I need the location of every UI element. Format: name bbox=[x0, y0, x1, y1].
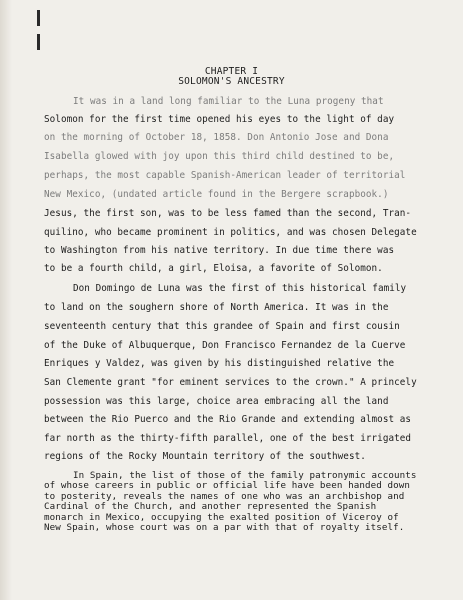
chapter-title: SOLOMON'S ANCESTRY bbox=[178, 76, 285, 87]
paragraph-line: It was in a land long familiar to the Luna progeny that bbox=[73, 96, 384, 107]
page-fold-shadow bbox=[0, 0, 12, 600]
paragraph-line: Don Domingo de Luna was the first of this historical family bbox=[73, 283, 407, 294]
paragraph-line: In Spain, the list of those of the family patronymic accounts bbox=[73, 470, 417, 481]
paragraph-line: regions of the Rocky Mountain territory of the southwest. bbox=[44, 451, 366, 462]
paragraph-line: perhaps, the most capable Spanish-American leader of territorial bbox=[44, 170, 406, 181]
paragraph-line: to land on the soughern shore of North America. It was in the bbox=[44, 302, 389, 313]
paragraph-line: New Mexico, (undated article found in the Bergere scrapbook.) bbox=[44, 189, 389, 200]
paragraph-line: Cardinal of the Church, and another represented the Spanish bbox=[44, 501, 377, 512]
binding-mark bbox=[37, 10, 40, 26]
paragraph-line: to posterity, reveals the names of one who was an archbishop and bbox=[44, 491, 405, 502]
paragraph-line: of whose careers in public or official life have been handed down bbox=[44, 480, 411, 491]
binding-mark bbox=[37, 34, 40, 50]
paragraph-line: Solomon for the first time opened his eyes to the light of day bbox=[44, 114, 395, 125]
paragraph-line: of the Duke of Albuquerque, Don Francisco Fernandez de la Cuerve bbox=[44, 340, 406, 351]
paragraph-line: far north as the thirty-fifth parallel, one of the best irrigated bbox=[44, 433, 412, 444]
paragraph-line: monarch in Mexico, occupying the exalted position of Viceroy of bbox=[44, 512, 399, 523]
paragraph-line: New Spain, whose court was on a par with that of royalty itself. bbox=[44, 522, 405, 533]
paragraph-line: Jesus, the first son, was to be less famed than the second, Tran- bbox=[44, 208, 412, 219]
paragraph-line: Isabella glowed with joy upon this third child destined to be, bbox=[44, 151, 395, 162]
paragraph-line: seventeenth century that this grandee of Spain and first cousin bbox=[44, 321, 400, 332]
paragraph-line: Enriques y Valdez, was given by his distinguished relative the bbox=[44, 358, 395, 369]
paragraph-line: to Washington from his native territory. In due time there was bbox=[44, 245, 395, 256]
paragraph-line: between the Rio Puerco and the Rio Grande and extending almost as bbox=[44, 414, 412, 425]
paragraph-line: to be a fourth child, a girl, Eloisa, a favorite of Solomon. bbox=[44, 263, 383, 274]
paragraph-line: on the morning of October 18, 1858. Don Antonio Jose and Dona bbox=[44, 132, 389, 143]
chapter-number: CHAPTER I bbox=[204, 66, 259, 77]
paragraph-line: quilino, who became prominent in politics, and was chosen Delegate bbox=[44, 227, 417, 238]
paragraph-line: possession was this large, choice area embracing all the land bbox=[44, 396, 389, 407]
paragraph-line: San Clemente grant "for eminent services to the crown." A princely bbox=[44, 377, 417, 388]
